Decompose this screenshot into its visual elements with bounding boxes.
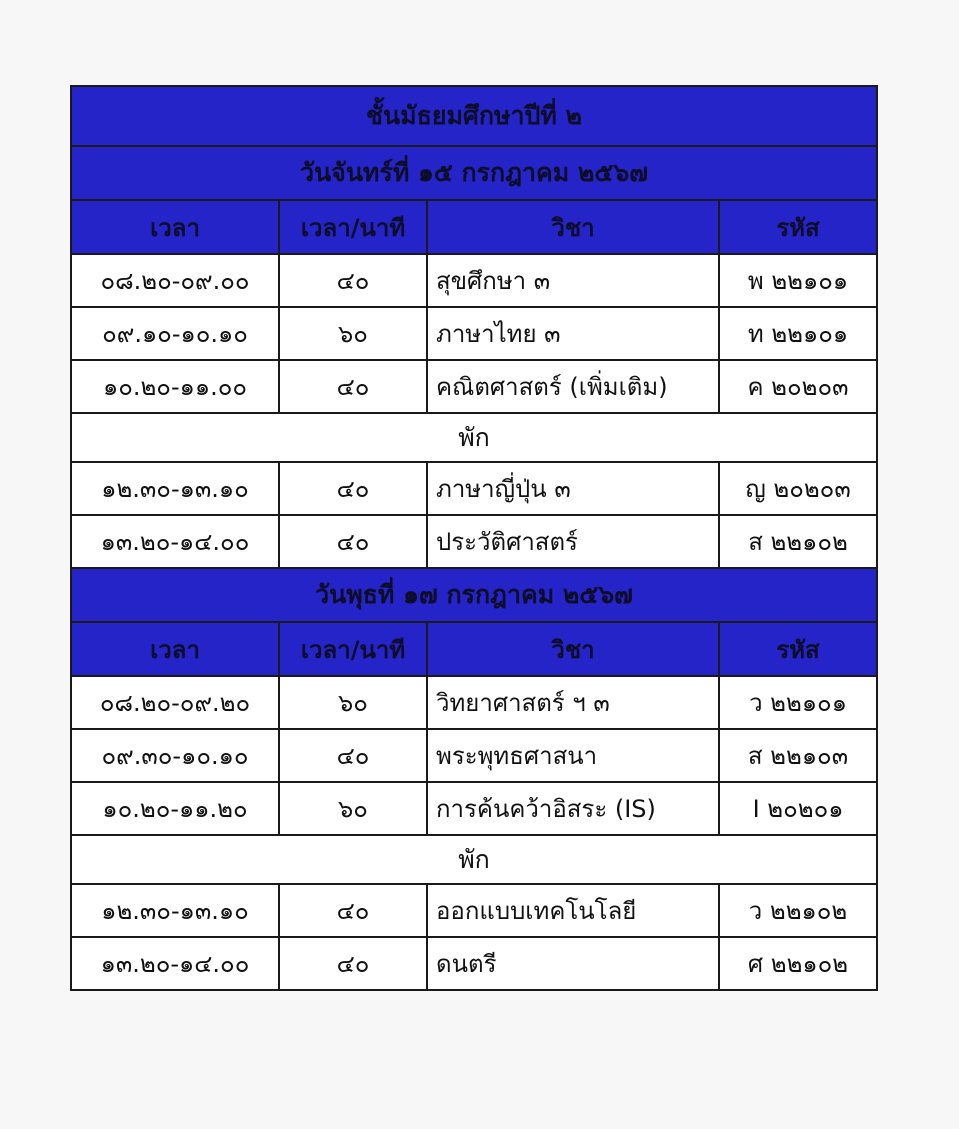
cell-subject: ภาษาญี่ปุ่น ๓ xyxy=(427,462,719,515)
break-label: พัก xyxy=(71,835,877,884)
cell-time: ๐๙.๑๐-๑๐.๑๐ xyxy=(71,307,279,360)
header-time: เวลา xyxy=(71,200,279,254)
cell-minutes: ๔๐ xyxy=(279,462,427,515)
header-time: เวลา xyxy=(71,622,279,676)
cell-minutes: ๖๐ xyxy=(279,782,427,835)
cell-code: ญ ๒๐๒๐๓ xyxy=(719,462,877,515)
table-row xyxy=(71,462,877,515)
cell-minutes: ๔๐ xyxy=(279,254,427,307)
cell-time: ๑๒.๓๐-๑๓.๑๐ xyxy=(71,884,279,937)
cell-subject: ดนตรี xyxy=(427,937,719,990)
break-row xyxy=(71,835,877,884)
cell-subject: คณิตศาสตร์ (เพิ่มเติม) xyxy=(427,360,719,413)
cell-time: ๐๙.๓๐-๑๐.๑๐ xyxy=(71,729,279,782)
cell-time: ๐๘.๒๐-๐๙.๐๐ xyxy=(71,254,279,307)
header-minutes: เวลา/นาที xyxy=(279,622,427,676)
header-minutes: เวลา/นาที xyxy=(279,200,427,254)
cell-code: ว ๒๒๑๐๒ xyxy=(719,884,877,937)
cell-time: ๑๐.๒๐-๑๑.๐๐ xyxy=(71,360,279,413)
cell-code: ส ๒๒๑๐๒ xyxy=(719,515,877,568)
cell-code: ท ๒๒๑๐๑ xyxy=(719,307,877,360)
cell-code: ศ ๒๒๑๐๒ xyxy=(719,937,877,990)
cell-minutes: ๔๐ xyxy=(279,360,427,413)
cell-code: พ ๒๒๑๐๑ xyxy=(719,254,877,307)
header-code: รหัส xyxy=(719,622,877,676)
column-header-row xyxy=(71,200,877,254)
column-header-row xyxy=(71,622,877,676)
break-label: พัก xyxy=(71,413,877,462)
cell-minutes: ๔๐ xyxy=(279,729,427,782)
title-row xyxy=(71,86,877,146)
table-row xyxy=(71,884,877,937)
table-row xyxy=(71,937,877,990)
cell-minutes: ๔๐ xyxy=(279,884,427,937)
table-row xyxy=(71,782,877,835)
cell-minutes: ๔๐ xyxy=(279,515,427,568)
cell-minutes: ๖๐ xyxy=(279,307,427,360)
cell-subject: สุขศึกษา ๓ xyxy=(427,254,719,307)
cell-time: ๑๓.๒๐-๑๔.๐๐ xyxy=(71,937,279,990)
table-row xyxy=(71,729,877,782)
table-row xyxy=(71,307,877,360)
cell-code: I ๒๐๒๐๑ xyxy=(719,782,877,835)
cell-time: ๐๘.๒๐-๐๙.๒๐ xyxy=(71,676,279,729)
day-date: วันจันทร์ที่ ๑๕ กรกฎาคม ๒๕๖๗ xyxy=(71,146,877,200)
cell-subject: ออกแบบเทคโนโลยี xyxy=(427,884,719,937)
header-subject: วิชา xyxy=(427,622,719,676)
table-row xyxy=(71,360,877,413)
cell-code: ค ๒๐๒๐๓ xyxy=(719,360,877,413)
cell-subject: พระพุทธศาสนา xyxy=(427,729,719,782)
table-row xyxy=(71,676,877,729)
break-row xyxy=(71,413,877,462)
cell-code: ว ๒๒๑๐๑ xyxy=(719,676,877,729)
cell-time: ๑๐.๒๐-๑๑.๒๐ xyxy=(71,782,279,835)
cell-subject: การค้นคว้าอิสระ (IS) xyxy=(427,782,719,835)
day-date: วันพุธที่ ๑๗ กรกฎาคม ๒๕๖๗ xyxy=(71,568,877,622)
cell-time: ๑๒.๓๐-๑๓.๑๐ xyxy=(71,462,279,515)
exam-schedule-table xyxy=(70,85,878,991)
cell-subject: ภาษาไทย ๓ xyxy=(427,307,719,360)
cell-subject: วิทยาศาสตร์ ฯ ๓ xyxy=(427,676,719,729)
cell-code: ส ๒๒๑๐๓ xyxy=(719,729,877,782)
day-header-row xyxy=(71,568,877,622)
schedule-title: ชั้นมัธยมศึกษาปีที่ ๒ xyxy=(71,86,877,146)
cell-time: ๑๓.๒๐-๑๔.๐๐ xyxy=(71,515,279,568)
day-header-row xyxy=(71,146,877,200)
cell-minutes: ๖๐ xyxy=(279,676,427,729)
cell-minutes: ๔๐ xyxy=(279,937,427,990)
header-subject: วิชา xyxy=(427,200,719,254)
table-row xyxy=(71,515,877,568)
table-row xyxy=(71,254,877,307)
header-code: รหัส xyxy=(719,200,877,254)
cell-subject: ประวัติศาสตร์ xyxy=(427,515,719,568)
